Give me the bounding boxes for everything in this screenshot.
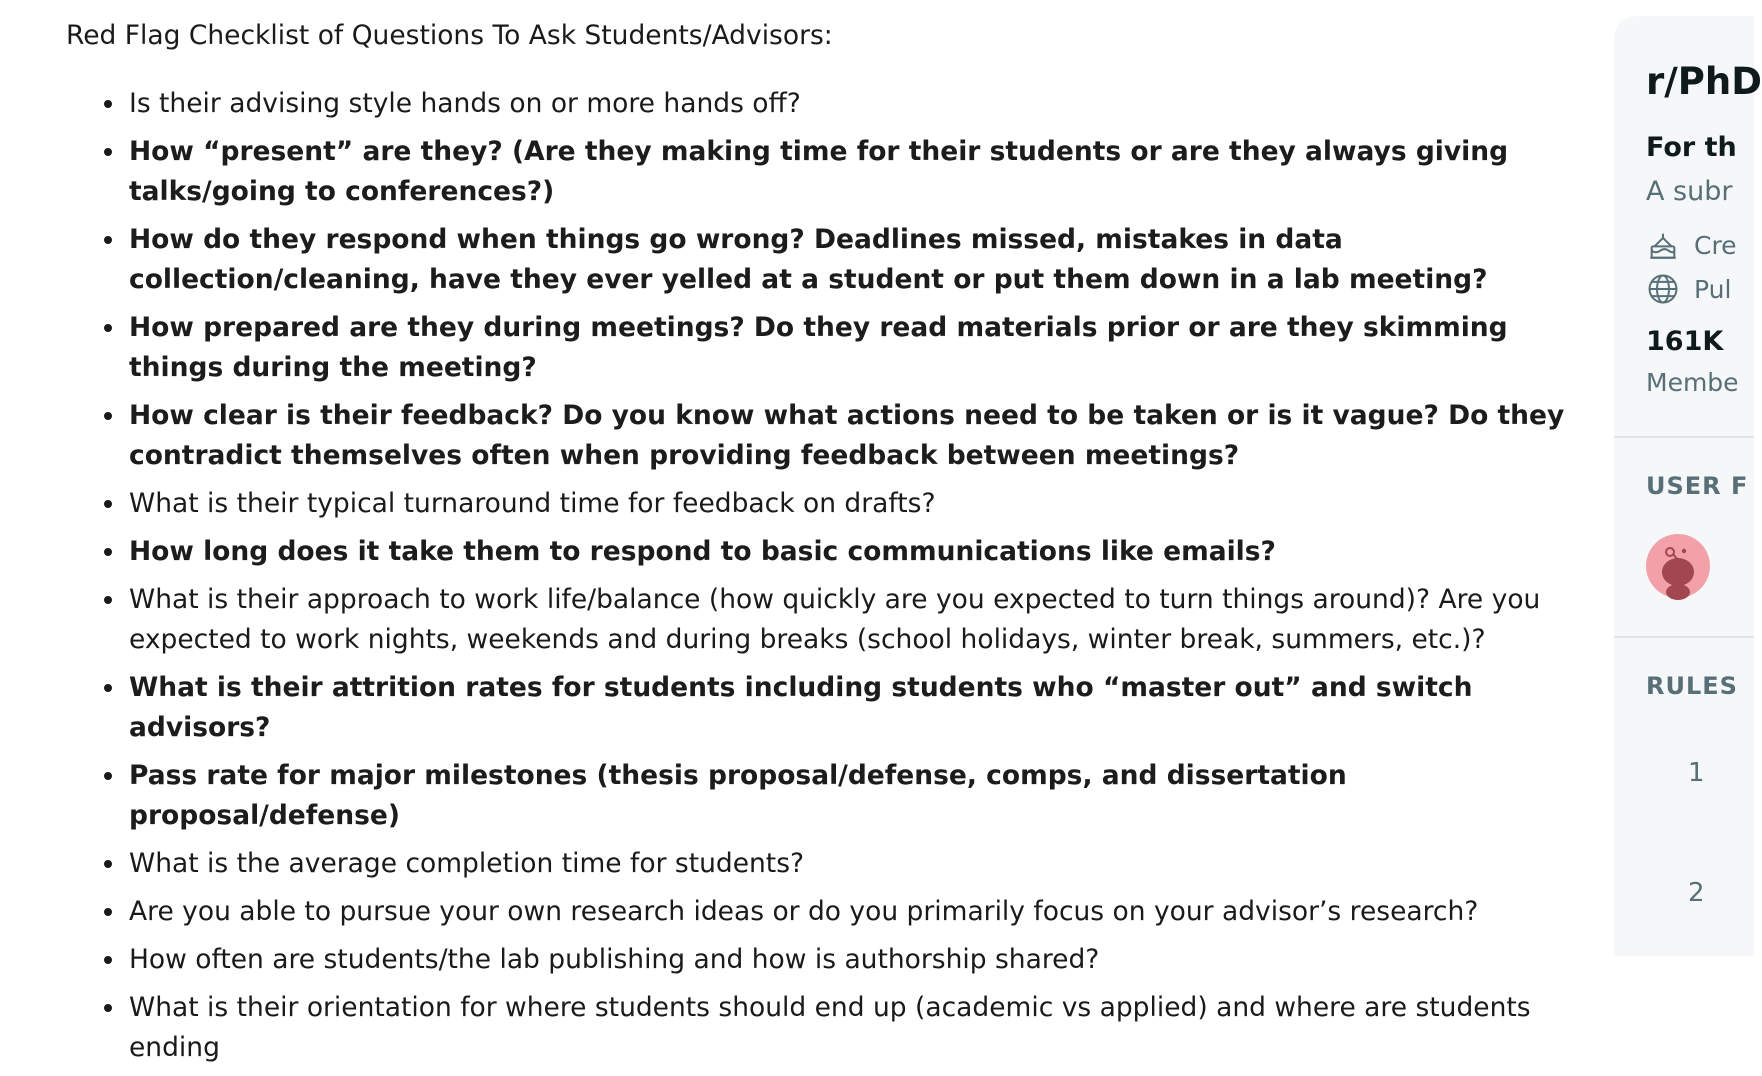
rule-number-1[interactable]: 1 xyxy=(1688,758,1705,788)
checklist-item: How do they respond when things go wrong? Deadlines missed, mistakes in data collection/cleaning, have they ever yelled at a student or put them down in a lab meeting? xyxy=(66,220,1586,300)
checklist-item: How clear is their feedback? Do you know what actions need to be taken or is it vague? Do they contradict themselves often when providing feedback between meetings? xyxy=(66,396,1586,476)
community-subtitle: For th xyxy=(1646,132,1737,163)
checklist-item: How long does it take them to respond to basic communications like emails? xyxy=(66,532,1586,572)
created-date xyxy=(1646,228,1737,262)
checklist-item: What is their approach to work life/balance (how quickly are you expected to turn things around)? Are you expected to work nights, weekends and during breaks (school holidays, winter break, summers, etc.)? xyxy=(66,580,1586,660)
checklist-item: Are you able to pursue your own research ideas or do you primarily focus on your advisor’s research? xyxy=(66,892,1586,932)
rule-number-2[interactable]: 2 xyxy=(1688,878,1705,908)
checklist-item: What is their orientation for where students should end up (academic vs applied) and where are students ending xyxy=(66,988,1586,1068)
globe-icon xyxy=(1646,272,1680,306)
community-title[interactable]: r/PhD xyxy=(1646,60,1762,103)
sidebar-divider xyxy=(1614,636,1754,638)
question-checklist xyxy=(66,84,1586,1068)
members-count: 161K xyxy=(1646,326,1724,357)
post-intro: Red Flag Checklist of Questions To Ask Students/Advisors: xyxy=(66,20,833,51)
checklist-item: How “present” are they? (Are they making time for their students or are they always giving talks/going to conferences?) xyxy=(66,132,1586,212)
visibility-label: Pul xyxy=(1694,274,1732,304)
user-flair-heading: USER F xyxy=(1646,472,1749,500)
cake-icon xyxy=(1646,228,1680,262)
community-description: A subr xyxy=(1646,176,1733,207)
checklist-item: How prepared are they during meetings? Do they read materials prior or are they skimming things during the meeting? xyxy=(66,308,1586,388)
members-label: Membe xyxy=(1646,368,1739,397)
checklist-item: Pass rate for major milestones (thesis proposal/defense, comps, and dissertation proposal/defense) xyxy=(66,756,1586,836)
rules-heading: RULES xyxy=(1646,672,1738,700)
checklist-item: What is the average completion time for students? xyxy=(66,844,1586,884)
checklist-item: Is their advising style hands on or more hands off? xyxy=(66,84,1586,124)
community-visibility xyxy=(1646,272,1731,306)
community-sidebar xyxy=(1614,16,1762,956)
snoo-avatar-icon xyxy=(1646,534,1710,598)
checklist-item: What is their attrition rates for students including students who “master out” and switch advisors? xyxy=(66,668,1586,748)
snoo-avatar[interactable] xyxy=(1646,534,1710,598)
checklist-item: What is their typical turnaround time for feedback on drafts? xyxy=(66,484,1586,524)
post-body xyxy=(66,16,1586,1076)
checklist-item: How often are students/the lab publishing and how is authorship shared? xyxy=(66,940,1586,980)
created-label: Cre xyxy=(1694,230,1737,260)
sidebar-divider xyxy=(1614,436,1754,438)
